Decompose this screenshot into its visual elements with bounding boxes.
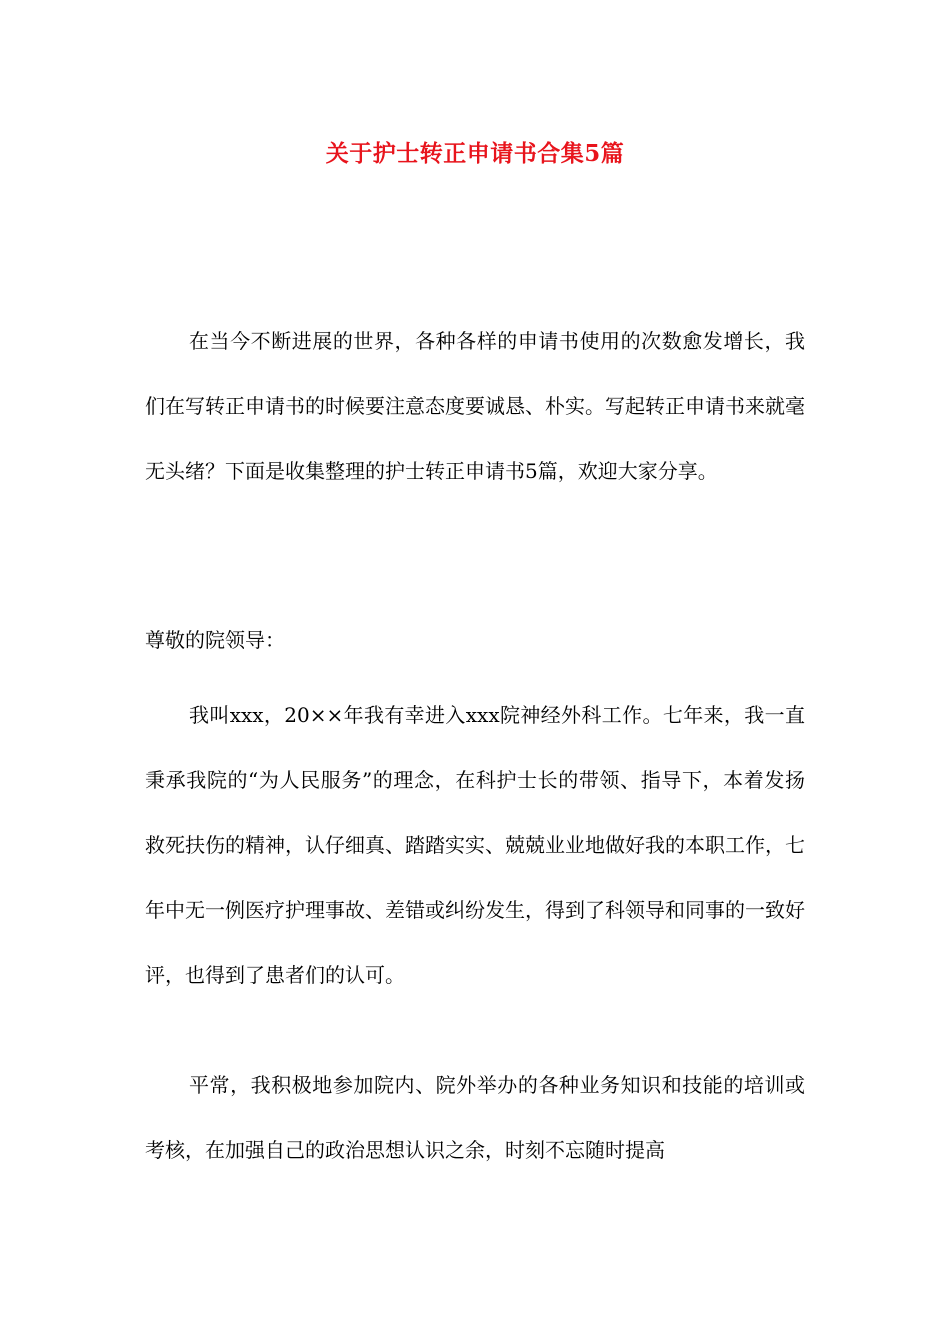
intro-paragraph: 在当今不断进展的世界，各种各样的申请书使用的次数愈发增长，我们在写转正申请书的时候要注意态度要诚恳、朴实。写起转正申请书来就毫无头绪？下面是收集整理的护士转正申请书5篇，欢迎大家分享。 xyxy=(145,329,805,483)
body-paragraph: 平常，我积极地参加院内、院外举办的各种业务知识和技能的培训或考核，在加强自己的政治思想认识之余，时刻不忘随时提高 xyxy=(145,1073,805,1162)
body-paragraph: 我叫xxx，20××年我有幸进入xxx院神经外科工作。七年来，我一直秉承我院的“为人民服务”的理念，在科护士长的带领、指导下，本着发扬救死扶伤的精神，认仔细真、踏踏实实、兢兢业业地做好我的本职工作，七年中无一例医疗护理事故、差错或纠纷发生，得到了科领导和同事的一致好评，也得到了患者们的认可。 xyxy=(145,703,805,987)
document-title: 关于护士转正申请书合集5篇 xyxy=(325,140,625,167)
salutation: 尊敬的院领导： xyxy=(145,628,285,652)
